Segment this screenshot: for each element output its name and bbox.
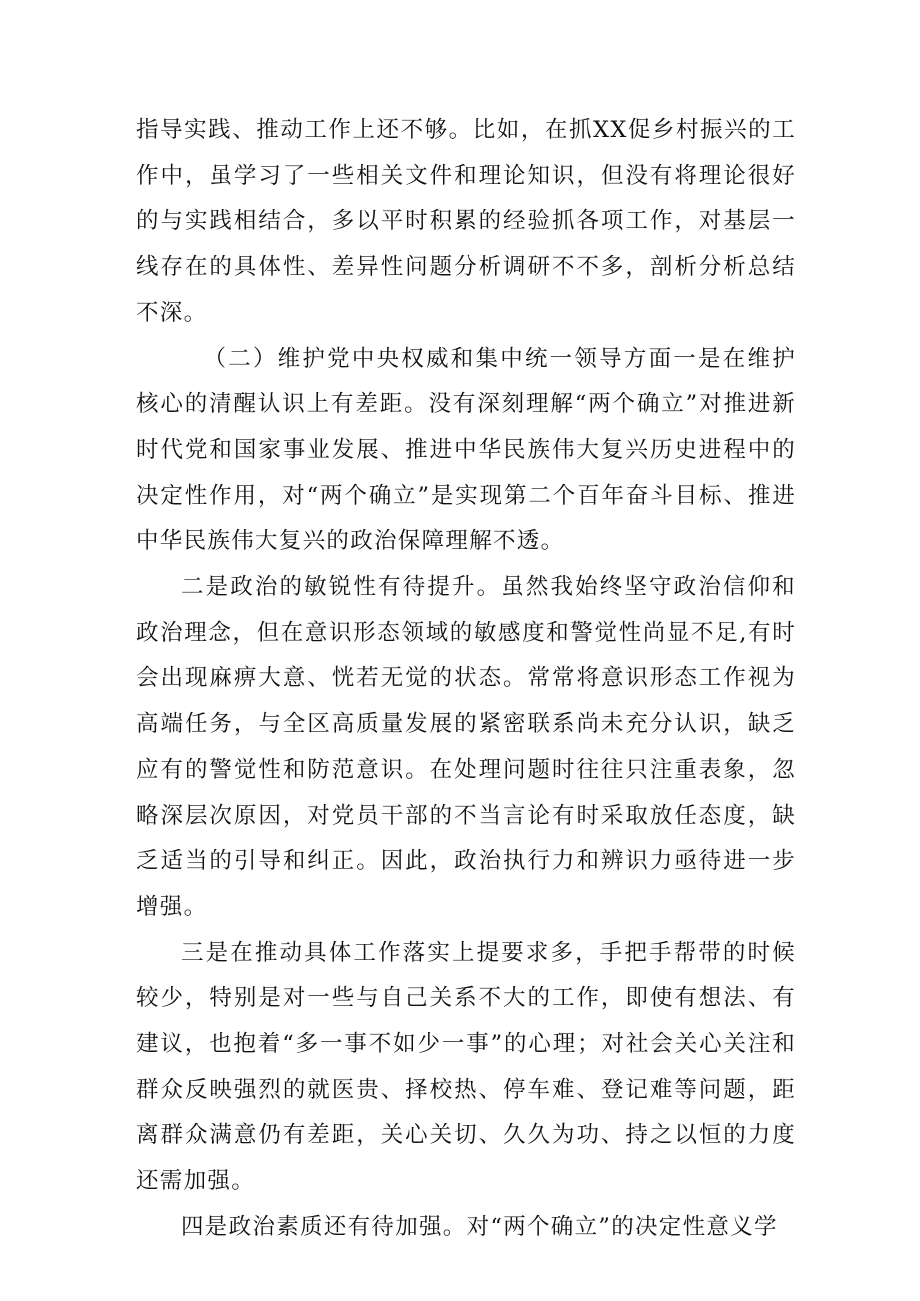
document-body <box>136 108 796 1251</box>
paragraph-point-three: 三是在推动具体工作落实上提要求多，手把手帮带的时候较少，特别是对一些与自己关系不大的工作，即使有想法、有建议，也抱着“多一事不如少一事”的心理；对社会关心关注和群众反映强烈的就医贵、择校热、停车难、登记难等问题，距离群众满意仍有差距，关心关切、久久为功、持之以恒的力度还需加强。 <box>136 939 796 1195</box>
paragraph-point-two: 二是政治的敏锐性有待提升。虽然我始终坚守政治信仰和政治理念，但在意识形态领域的敏感度和警觉性尚显不足,有时会出现麻痹大意、恍若无觉的状态。常常将意识形态工作视为高端任务，与全区高质量发展的紧密联系尚未充分认识，缺乏应有的警觉性和防范意识。在处理问题时往往只注重表象，忽略深层次原因，对党员干部的不当言论有时采取放任态度，缺乏适当的引导和纠正。因此，政治执行力和辨识力亟待进一步增强。 <box>136 574 796 920</box>
paragraph-point-four: 四是政治素质还有待加强。对“两个确立”的决定性意义学 <box>181 1213 778 1240</box>
paragraph-continued: 指导实践、推动工作上还不够。比如，在抓XX促乡村振兴的工作中，虽学习了一些相关文件和理论知识，但没有将理论很好的与实践相结合，多以平时积累的经验抓各项工作，对基层一线存在的具体性、差异性问题分析调研不不多，剖析分析总结不深。 <box>136 117 796 326</box>
paragraph-section-two: （二）维护党中央权威和集中统一领导方面一是在维护核心的清醒认识上有差距。没有深刻理解“两个确立”对推进新时代党和国家事业发展、推进中华民族伟大复兴历史进程中的决定性作用，对“两个确立”是实现第二个百年奋斗目标、推进中华民族伟大复兴的政治保障理解不透。 <box>136 345 796 555</box>
